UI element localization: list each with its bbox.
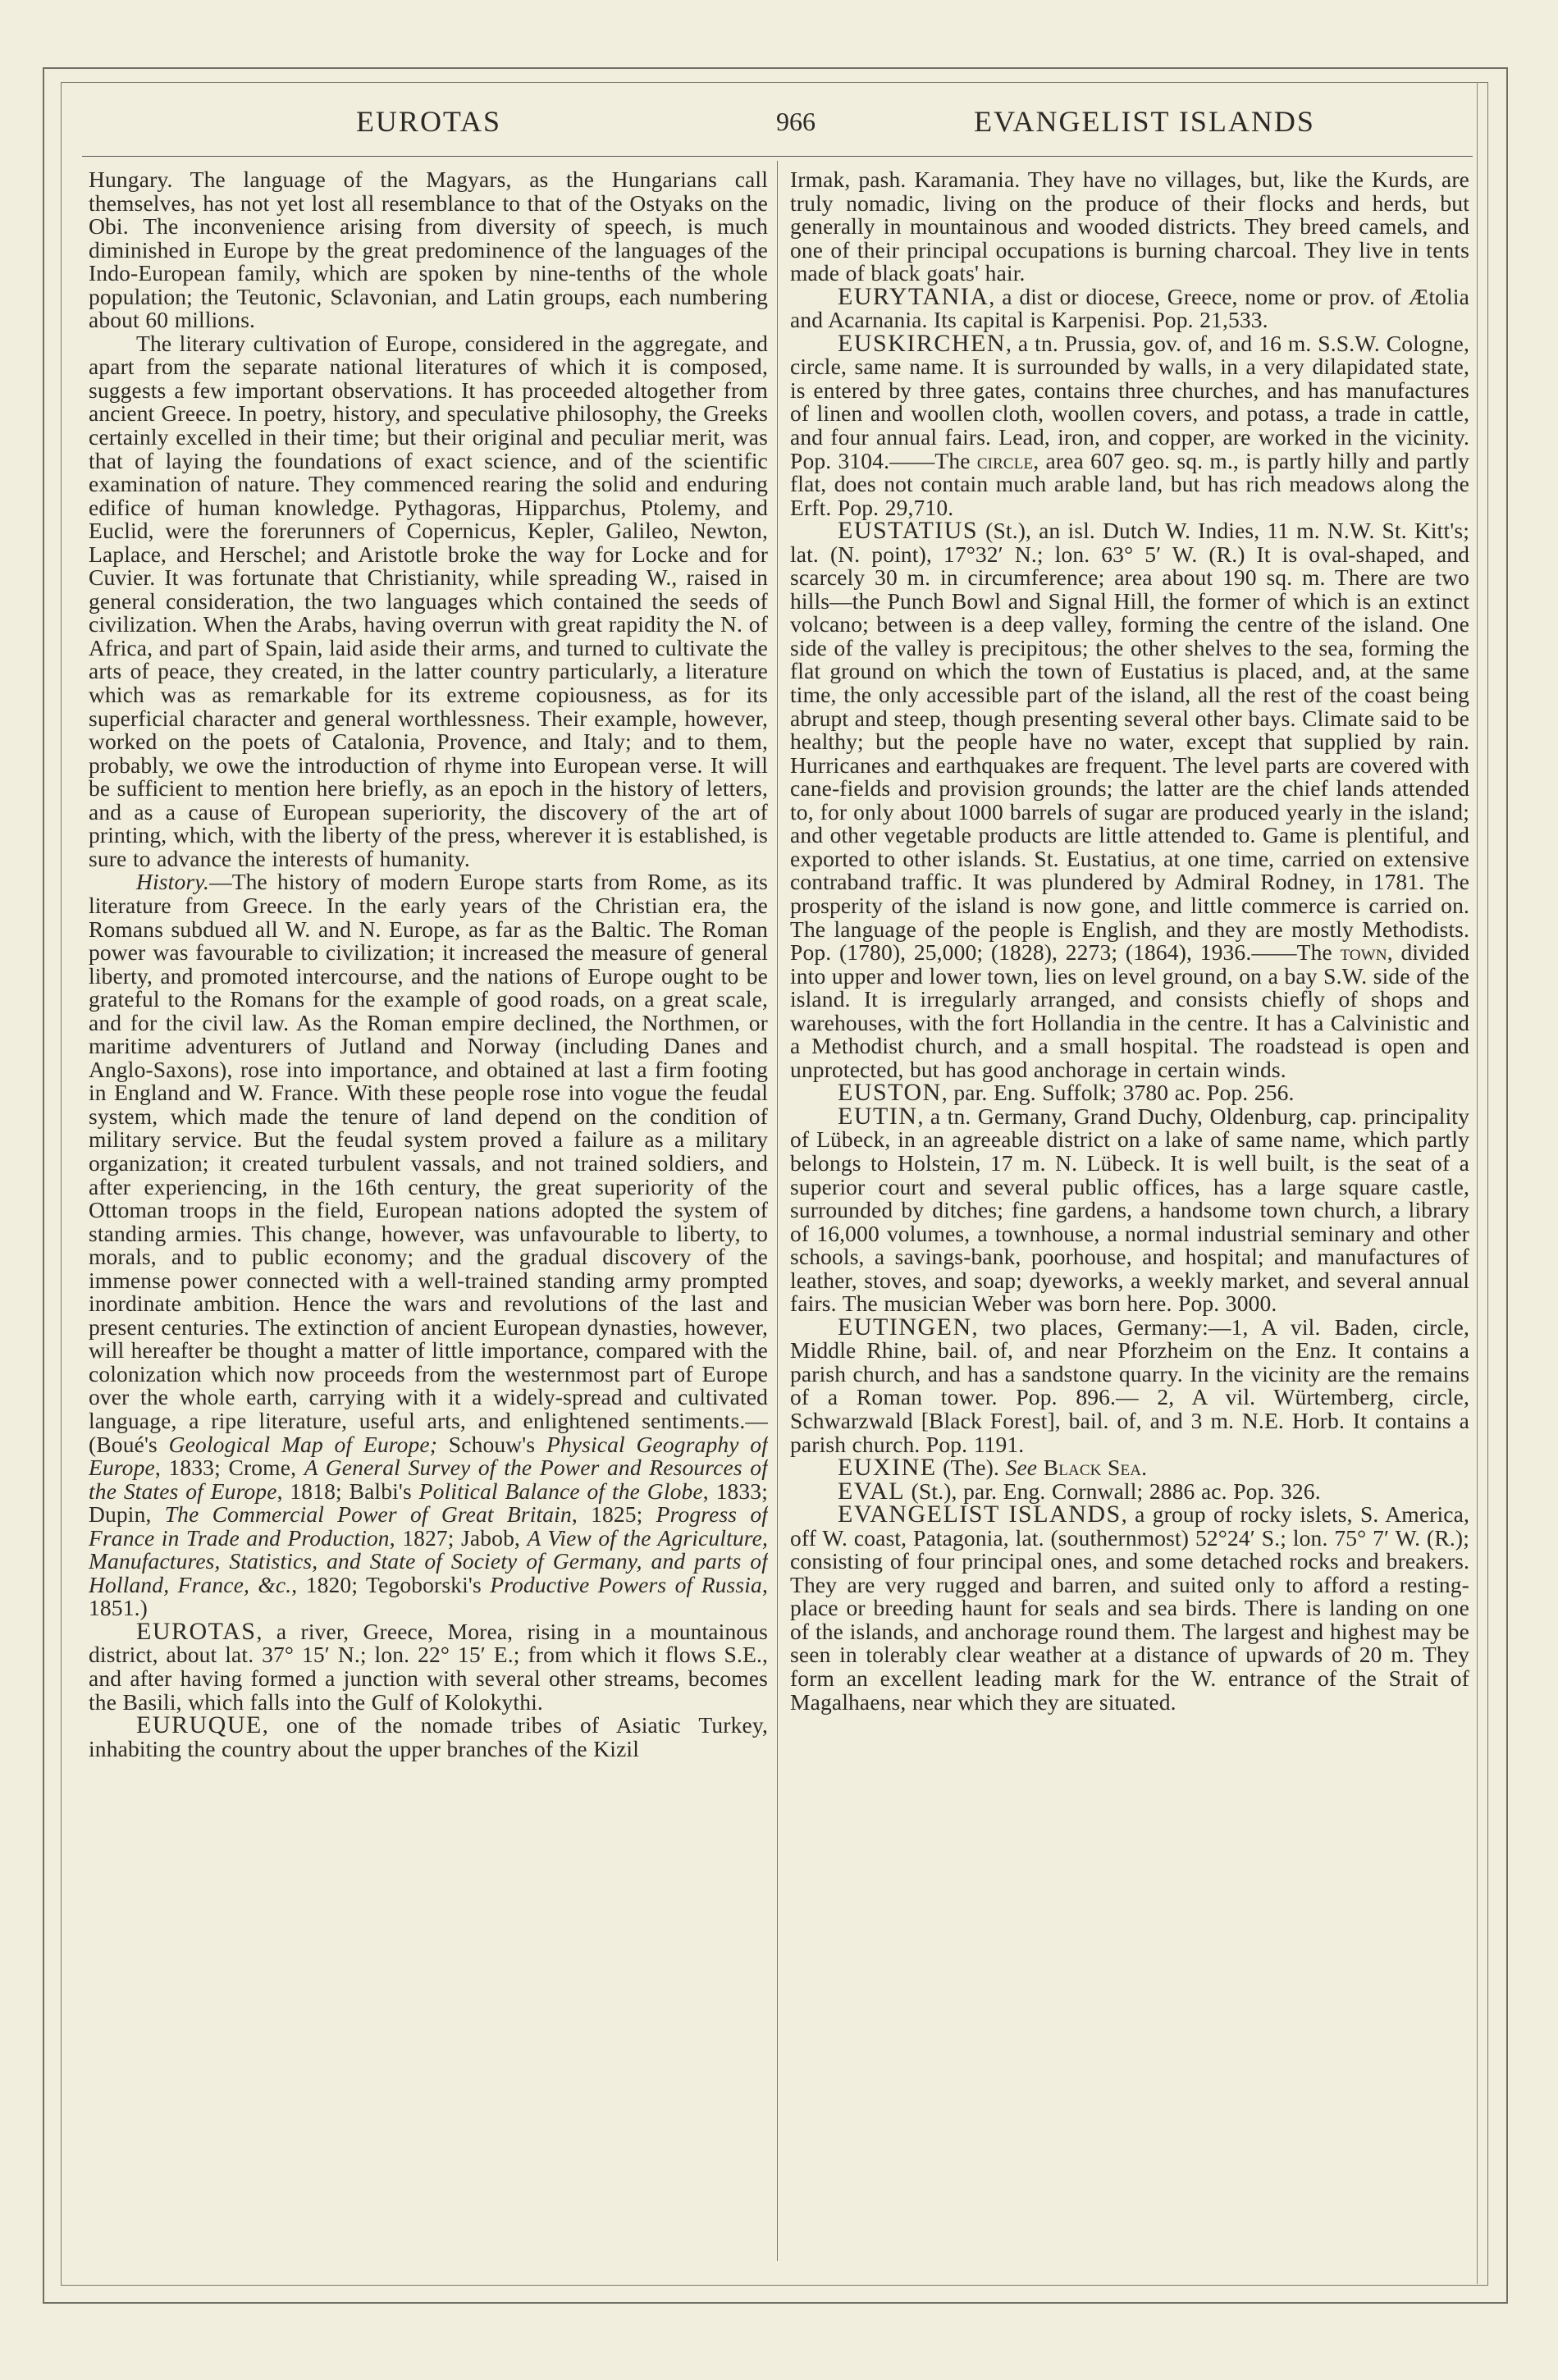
entry-headword: EUTIN bbox=[838, 1102, 918, 1130]
page-border-right-rule bbox=[1477, 82, 1478, 2284]
entry-headword: EUXINE bbox=[838, 1454, 937, 1482]
body-text: , divided into upper and lower town, lies on level ground, on a bay S.W. side of the island. It is irregularly arranged, and consists chiefly of shops and warehouses, with the fort Hollandia in the centre. It has a Calvinistic and a Methodist church, and a small hospital. The roadstead is open and unprotected, but has good anchorage in certain winds. bbox=[790, 939, 1469, 1082]
body-text: , 1827; Jabob, bbox=[389, 1524, 528, 1551]
body-text: , 1833; Dupin, bbox=[89, 1478, 768, 1528]
entry-headword: EVANGELIST ISLANDS bbox=[838, 1501, 1122, 1528]
left-column bbox=[89, 168, 768, 2268]
running-head-right: EVANGELIST ISLANDS bbox=[974, 105, 1315, 138]
entry-paragraph bbox=[89, 1617, 768, 1715]
body-text: , a group of rocky islets, S. America, off W. coast, Patagonia, lat. (southernmost) 52°24′ S.; lon. 75° 7′ W. (R.); consisting of four principal ones, and some detached rocks and breakers. They are very rugged and barren, and suited only to afford a resting-place or breeding haunt for seals and sea birds. There is landing on one of the islands, and anchorage round them. The largest and highest may be seen in tolerably clear weather at a distance of upwards of 20 m. They form an excellent leading mark for the W. entrance of the Strait of Magalhaens, near which they are situated. bbox=[790, 1501, 1469, 1715]
italic-text: A General Survey of the Power and Resources of the States of Europe bbox=[89, 1455, 768, 1504]
right-column bbox=[790, 168, 1469, 2268]
body-text: , par. Eng. Suffolk; 3780 ac. Pop. 256. bbox=[941, 1080, 1295, 1106]
entry-headword: EURUQUE bbox=[136, 1711, 263, 1739]
italic-text: See bbox=[1005, 1455, 1038, 1481]
entry-headword: EVAL bbox=[838, 1477, 906, 1505]
body-text: , 1820; Tegoborski's bbox=[291, 1571, 491, 1597]
body-text: (St.), par. Eng. Cornwall; 2886 ac. Pop. 326. bbox=[905, 1478, 1321, 1504]
entry-headword: EURYTANIA bbox=[838, 282, 989, 310]
body-text: , a tn. Prussia, gov. of, and 16 m. S.S.W. Cologne, circle, same name. It is surrounded by walls, in a very dilapidated state, is entered by three gates, contains three churches, and has manufactures of linen and woollen cloth, woollen covers, and potass, a trade in cattle, and four annual fairs. Lead, iron, and copper, are worked in the vicinity. Pop. 3104.——The bbox=[790, 330, 1469, 473]
body-text: The literary cultivation of Europe, considered in the aggregate, and apart from the separate national literatures of which it is composed, suggests a few important observations. It has proceeded altogether from ancient Greece. In poetry, history, and speculative philosophy, the Greeks certainly excelled in their time; but their original and peculiar merit, was that of laying the foundations of exact science, and of the scientific examination of nature. They commenced rearing the solid and enduring edifice of human knowledge. Pythagoras, Hipparchus, Ptolemy, and Euclid, were the forerunners of Copernicus, Kepler, Galileo, Newton, Laplace, and Herschel; and Aristotle broke the way for Locke and for Cuvier. It was fortunate that Christianity, while spreading W., raised in general consideration, the two languages which contained the seeds of civilization. When the Arabs, having overrun with great rapidity the N. of Africa, and part of Spain, laid aside their arms, and turned to cultivate the arts of peace, they created, in the latter country particularly, a literature which was as remarkable for its extreme copiousness, as for its superficial character and general worthlessness. Their example, however, worked on the poets of Catalonia, Provence, and Italy; and to them, probably, we owe the introduction of rhyme into European verse. It will be sufficient to mention here briefly, as an epoch in the history of letters, and as a cause of European superiority, the discovery of the art of printing, which, with the liberty of the press, wherever it is established, is sure to advance the interests of humanity. bbox=[89, 330, 768, 871]
entry-headword: EUSTON bbox=[838, 1079, 942, 1107]
entry-headword: EUROTAS bbox=[136, 1617, 257, 1645]
body-text: Schouw's bbox=[437, 1431, 546, 1457]
italic-text: History. bbox=[136, 869, 210, 895]
entry-paragraph bbox=[790, 168, 1469, 286]
entry-paragraph bbox=[790, 1102, 1469, 1317]
entry-paragraph bbox=[89, 1711, 768, 1761]
body-text: , a dist or diocese, Greece, nome or prov. of Ætolia and Acarnania. Its capital is Karpenisi. Pop. 21,533. bbox=[790, 283, 1469, 333]
italic-text: Geological Map of Europe; bbox=[168, 1431, 438, 1457]
italic-text: Progress of France in Trade and Production bbox=[89, 1501, 768, 1551]
body-text: (St.), an isl. Dutch W. Indies, 11 m. N.W. St. Kitt's; lat. (N. point), 17°32′ N.; lon. 63° 5′ W. (R.) It is oval-shaped, and scarcely 30 m. in circumference; area about 190 sq. m. There are two hills—the Punch Bowl and Signal Hill, the former of which is an extinct volcano; between is a deep valley, forming the centre of the island. One side of the valley is precipitous; the other shelves to the sea, forming the flat ground on which the town of Eustatius is placed, and, at the same time, the only accessible part of the island, all the rest of the coast being abrupt and steep, though presenting several other bays. Climate said to be healthy; but the people have no water, except that supplied by rain. Hurricanes and earthquakes are frequent. The level parts are covered with cane-fields and provision grounds; the latter are the chief lands attended to, for only about 1000 barrels of sugar are produced yearly in the island; and other vegetable products are little attended to. Game is plentiful, and exported to other islands. St. Eustatius, at one time, carried on extensive contraband traffic. It was plundered by Admiral Rodney, in 1781. The prosperity of the island is now gone, and little commerce is carried on. The language of the people is English, and they are mostly Methodists. Pop. (1780), 25,000; (1828), 2273; (1864), 1936.——The bbox=[790, 518, 1469, 966]
body-text: , area 607 geo. sq. m., is partly hilly and partly flat, does not contain much arable land, but has rich meadows along the Erft. Pop. 29,710. bbox=[790, 447, 1469, 520]
small-caps-text: circle bbox=[976, 447, 1034, 473]
italic-text: A View of the Agriculture, Manufactures, Statistics, and State of Society of Germany, and parts of Holland, France, &c. bbox=[89, 1524, 768, 1597]
entry-paragraph bbox=[790, 1503, 1469, 1714]
entry-paragraph bbox=[89, 168, 768, 332]
entry-paragraph bbox=[790, 1313, 1469, 1457]
body-text: , one of the nomade tribes of Asiatic Turkey, inhabiting the country about the upper branches of the Kizil bbox=[89, 1712, 768, 1761]
entry-paragraph bbox=[89, 870, 768, 1620]
page-number: 966 bbox=[776, 107, 816, 136]
italic-text: The Commercial Power of Great Britain bbox=[164, 1501, 572, 1528]
entry-paragraph bbox=[89, 332, 768, 871]
entry-paragraph bbox=[790, 1081, 1469, 1105]
body-text: , two places, Germany:—1, A vil. Baden, circle, Middle Rhine, bail. of, and near Pforzheim on the Enz. It contains a parish church, and has a sandstone quarry. In the vicinity are the remains of a Roman tower. Pop. 896.— 2, A vil. Würtemberg, circle, Schwarzwald [Black Forest], bail. of, and 3 m. N.E. Horb. It contains a parish church. Pop. 1191. bbox=[790, 1313, 1469, 1457]
body-text: Hungary. The language of the Magyars, as the Hungarians call themselves, has not yet lost all resemblance to that of the Ostyaks on the Obi. The inconvenience arising from diversity of speech, is much diminished in Europe by the great predominence of the languages of the Indo-European family, which are spoken by nine-tenths of the whole population; the Teutonic, Sclavonian, and Latin groups, each numbering about 60 millions. bbox=[89, 168, 768, 333]
header-rule bbox=[82, 156, 1473, 157]
small-caps-text: Black Sea bbox=[1043, 1455, 1142, 1481]
column-divider bbox=[777, 161, 778, 2261]
italic-text: Physical Geography of Europe bbox=[89, 1431, 768, 1481]
body-text: , 1818; Balbi's bbox=[276, 1478, 419, 1504]
body-text: , a tn. Germany, Grand Duchy, Oldenburg, cap. principality of Lübeck, in an agreeable district on a lake of same name, which partly belongs to Holstein, 17 m. N. Lübeck. It is well built, is the seat of a superior court and several public offices, has a large square castle, surrounded by ditches; fine gardens, a handsome town church, a library of 16,000 volumes, a townhouse, a normal industrial seminary and other schools, a savings-bank, poorhouse, and hospital; and manufactures of leather, stoves, and soap; dyeworks, a weekly market, and several annual fairs. The musician Weber was born here. Pop. 3000. bbox=[790, 1103, 1469, 1317]
body-text: , a river, Greece, Morea, rising in a mountainous district, about lat. 37° 15′ N.; lon. 22° 15′ E.; from which it flows S.E., and after having formed a junction with several other streams, becomes the Basili, which falls into the Gulf of Kolokythi. bbox=[89, 1618, 768, 1715]
entry-paragraph bbox=[790, 1477, 1469, 1505]
body-text: , 1833; Crome, bbox=[154, 1455, 304, 1481]
italic-text: Productive Powers of Russia bbox=[490, 1571, 762, 1597]
entry-headword: EUSKIRCHEN bbox=[838, 329, 1007, 357]
body-text: Irmak, pash. Karamania. They have no villages, but, like the Kurds, are truly nomadic, living on the produce of their flocks and herds, but generally in mountainous and wooded districts. They breed camels, and one of their principal occupations is burning charcoal. They live in tents made of black goats' hair. bbox=[790, 168, 1469, 286]
entry-headword: EUTINGEN bbox=[838, 1313, 972, 1341]
running-head-left: EUROTAS bbox=[355, 105, 502, 138]
body-text: (The). bbox=[936, 1455, 1006, 1481]
small-caps-text: town bbox=[1340, 939, 1387, 966]
body-text: . bbox=[1141, 1455, 1148, 1481]
body-text: —The history of modern Europe starts from Rome, as its literature from Greece. In the early years of the Christian era, the Romans subdued all W. and N. Europe, as far as the Baltic. The Roman power was favourable to civilization; it increased the measure of general liberty, and promoted intercourse, and the nations of Europe ought to be grateful to the Romans for the example of good roads, on a great scale, and for the civil law. As the Roman empire declined, the Northmen, or maritime adventurers of Jutland and Norway (including Danes and Anglo-Saxons), rose into importance, and obtained at last a firm footing in England and W. France. With these people rose into vogue the feudal system, which made the tenure of land depend on the condition of military service. But the feudal system proved a failure as a military organization; it created turbulent vassals, and not trained soldiers, and after experiencing, in the 16th century, the great superiority of the Ottoman troops in the field, European nations adopted the system of standing armies. This change, however, was unfavourable to liberty, to morals, and to public economy; and the gradual discovery of the immense power connected with a well-trained standing army prompted inordinate ambition. Hence the wars and revolutions of the last and present centuries. The extinction of ancient European dynasties, however, will hereafter be thought a matter of little importance, compared with the colonization which now proceeds from the westernmost part of Europe over the whole earth, carrying with it a widely-spread and cultivated language, a ripe literature, useful arts, and enlightened sentiments.—(Boué's bbox=[89, 869, 768, 1457]
italic-text: Political Balance of the Globe bbox=[418, 1478, 703, 1504]
entry-headword: EUSTATIUS bbox=[838, 517, 979, 545]
body-text: , 1825; bbox=[571, 1501, 656, 1528]
entry-paragraph bbox=[790, 282, 1469, 333]
body-text: , 1851.) bbox=[89, 1571, 768, 1621]
entry-paragraph bbox=[790, 329, 1469, 520]
entry-paragraph bbox=[790, 1456, 1469, 1480]
entry-paragraph bbox=[790, 519, 1469, 1081]
body-text bbox=[1037, 1455, 1044, 1480]
